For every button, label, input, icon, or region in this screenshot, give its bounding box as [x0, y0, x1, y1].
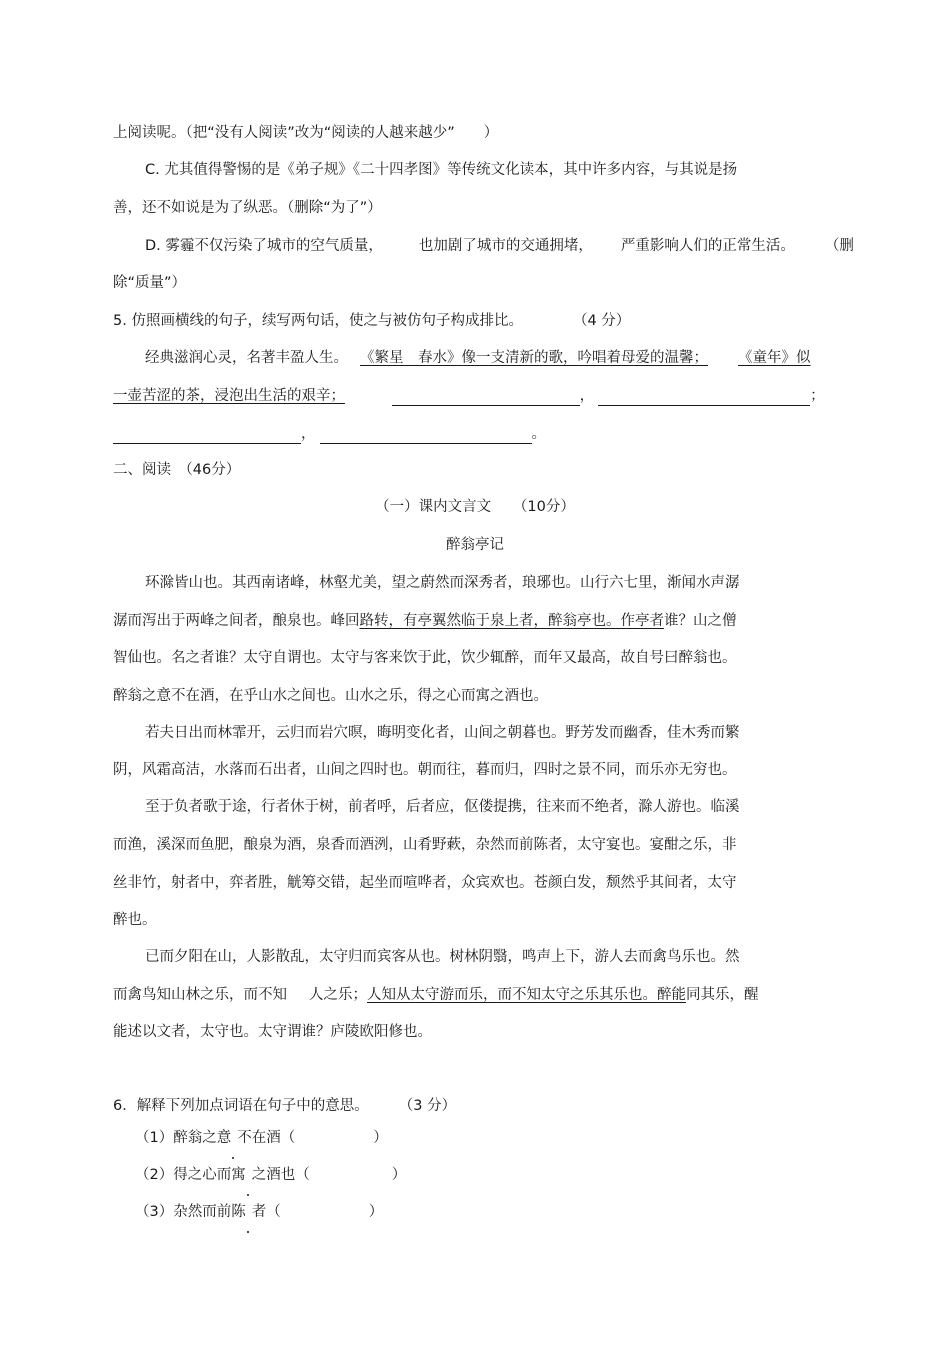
- q5-answer-blank-3[interactable]: [113, 427, 301, 444]
- q5-example-2b: 一壶苦涩的茶，浸泡出生活的艰辛；: [113, 388, 345, 404]
- passage-p1-line2: 潺而泻出于两峰之间者，酿泉也。峰回路转，有亭翼然临于泉上者，醉翁亭也。作亭者谁？山之僧: [113, 613, 737, 629]
- underlined-sentence-2: 人知从太守游而乐，而不知太守之乐其乐也。醉能: [367, 987, 686, 1003]
- q4-option-d-line2: 除“质量”）: [113, 275, 187, 291]
- q5-prompt: 5. 仿照画横线的句子，续写两句话，使之与被仿句子构成排比。: [113, 313, 523, 329]
- passage-p2-line2: 阴，风霜高洁，水落而石出者，山间之四时也。朝而往，暮而归，四时之景不同，而乐亦无穷也。: [113, 762, 737, 778]
- q5-answer-blank-1[interactable]: [392, 389, 580, 406]
- q4-d-part2: 也加剧了城市的交通拥堵，: [418, 238, 593, 254]
- q5-title: [113, 311, 630, 331]
- q6-item-3: （3）杂然而前陈 者（ ）: [135, 1204, 384, 1220]
- q4-d-part1: D. 雾霾不仅污染了城市的空气质量，: [145, 238, 383, 254]
- passage-title: 醉翁亭记: [446, 537, 504, 553]
- passage-p4-line3: 能述以文者，太守也。太守谓谁？庐陵欧阳修也。: [113, 1024, 432, 1040]
- subsection-heading: （一）课内文言文 （10分）: [375, 499, 575, 515]
- passage-p2-line1: 若夫日出而林霏开，云归而岩穴暝，晦明变化者，山间之朝暮也。野芳发而幽香，佳木秀而繁: [145, 725, 740, 741]
- passage-p4-line2: 而禽鸟知山林之乐，而不知 人之乐；人知从太守游而乐，而不知太守之乐其乐也。醉能同其乐，醒: [113, 987, 759, 1003]
- q5-answer-line3: ， 。: [113, 424, 546, 444]
- underlined-sentence-1: 路转，有亭翼然临于泉上者，醉翁亭也。作亭者: [359, 613, 664, 629]
- q4-option-c-line1: C. 尤其值得警惕的是《弟子规》《二十四孝图》等传统文化读本，其中许多内容，与其说是扬: [145, 162, 738, 178]
- passage-p3-line1: 至于负者歌于途，行者休于树，前者呼，后者应，伛偻提携，往来而不绝者，滁人游也。临溪: [145, 799, 740, 815]
- passage-p3-line3: 丝非竹，射者中，弈者胜，觥筹交错，起坐而喧哗者，众宾欢也。苍颜白发，颓然乎其间者，太守: [113, 875, 737, 891]
- q5-example-1: 《繁星 春水》像一支清新的歌，吟唱着母爱的温馨；: [360, 350, 708, 366]
- q4-d-part3: 严重影响人们的正常生活。: [620, 238, 795, 254]
- passage-p3-line4: 醉也。: [113, 912, 157, 928]
- q4-d-part4: （删: [824, 238, 854, 254]
- q6-title: [113, 1096, 456, 1116]
- q4-option-d-line1: [145, 236, 854, 256]
- q6-score: （3 分）: [398, 1098, 457, 1114]
- q5-answer-blank-2[interactable]: [598, 389, 810, 406]
- q4-option-c-line2: 善，还不如说是为了纵恶。（删除“为了”）: [113, 200, 382, 216]
- section-heading: 二、阅读 （46分）: [113, 462, 241, 478]
- passage-p1-line4: 醉翁之意不在酒，在乎山水之间也。山水之乐，得之心而寓之酒也。: [113, 688, 548, 704]
- q4-option-b-end: 上阅读呢。（把“没有人阅读”改为“阅读的人越来越少” ）: [113, 125, 499, 141]
- passage-p1-line1: 环滁皆山也。其西南诸峰，林壑尤美，望之蔚然而深秀者，琅琊也。山行六七里，渐闻水声潺: [145, 575, 740, 591]
- q5-answer-blank-4[interactable]: [320, 427, 532, 444]
- passage-p4-line1: 已而夕阳在山，人影散乱，太守归而宾客从也。树林阴翳，鸣声上下，游人去而禽鸟乐也。然: [145, 949, 740, 965]
- q6-prompt: 6．解释下列加点词语在句子中的意思。: [113, 1098, 369, 1114]
- passage-p3-line2: 而渔，溪深而鱼肥，酿泉为酒，泉香而酒洌，山肴野蔌，杂然而前陈者，太守宴也。宴酣之乐，非: [113, 837, 737, 853]
- q6-item-1: （1）醉翁之意 不在酒（ ）: [135, 1130, 388, 1146]
- passage-p1-line3: 智仙也。名之者谁？太守自谓也。太守与客来饮于此，饮少辄醉，而年又最高，故自号曰醉翁也。: [113, 650, 737, 666]
- q5-lead: 经典滋润心灵，名著丰盈人生。: [145, 350, 348, 366]
- q6-item-2: （2）得之心而寓 之酒也（ ）: [135, 1167, 407, 1183]
- q5-score: （4 分）: [572, 313, 631, 329]
- q5-example-2a: 《童年》似: [738, 350, 811, 366]
- q5-model-line1: [145, 348, 811, 368]
- q5-model-line2: 一壶苦涩的茶，浸泡出生活的艰辛； ， ；: [113, 388, 825, 404]
